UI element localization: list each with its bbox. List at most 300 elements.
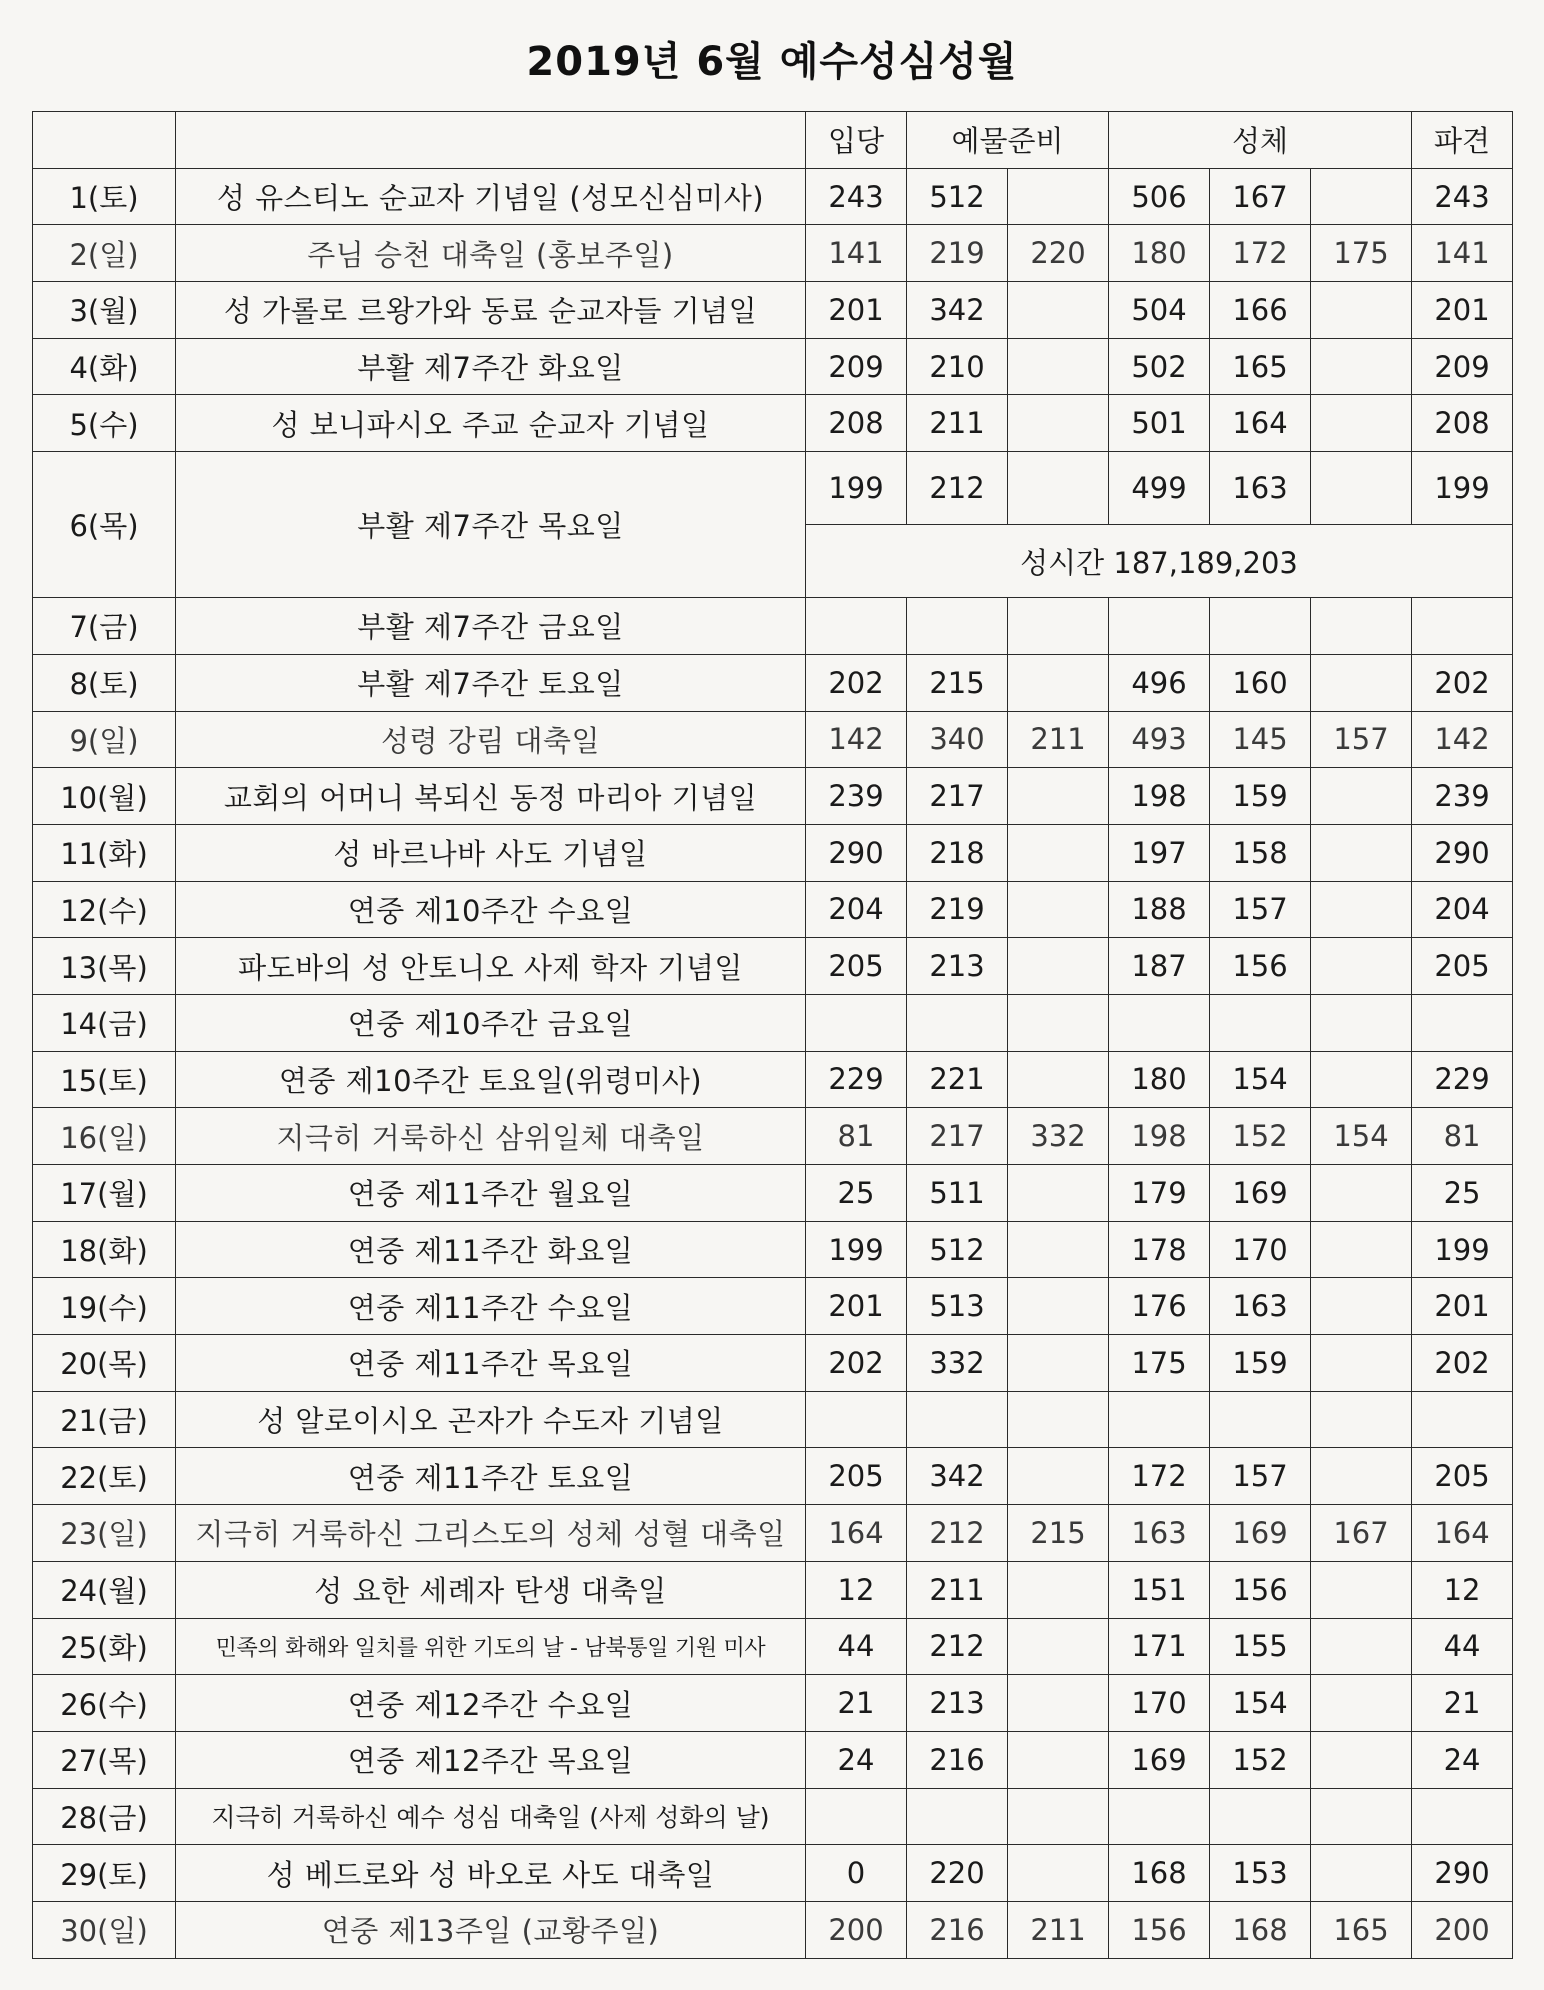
hymn-number-cell: 512 (907, 168, 1008, 225)
row-celebration-name: 민족의 화해와 일치를 위한 기도의 날 - 남북통일 기원 미사 (176, 1618, 806, 1675)
hymn-number-cell: 290 (1412, 824, 1513, 881)
table-row (33, 768, 1513, 825)
hymn-number-cell: 157 (1311, 711, 1412, 768)
hymn-number-cell (1008, 1051, 1109, 1108)
hymn-number-cell: 81 (1412, 1108, 1513, 1165)
hymn-number-cell: 219 (907, 225, 1008, 282)
table-row (33, 1108, 1513, 1165)
hymn-number-cell (1311, 1788, 1412, 1845)
row-celebration-name: 성 보니파시오 주교 순교자 기념일 (176, 395, 806, 452)
table-row (33, 1618, 1513, 1675)
hymn-number-cell (1412, 598, 1513, 655)
row-date: 4(화) (33, 338, 176, 395)
table-row (33, 1051, 1513, 1108)
hymn-number-cell: 154 (1210, 1675, 1311, 1732)
row-celebration-name: 연중 제11주간 목요일 (176, 1335, 806, 1392)
hymn-number-cell: 175 (1311, 225, 1412, 282)
row-date: 3(월) (33, 282, 176, 339)
hymn-number-cell (806, 994, 907, 1051)
hymn-number-cell: 12 (806, 1561, 907, 1618)
hymn-number-cell: 201 (1412, 1278, 1513, 1335)
row-celebration-name: 지극히 거룩하신 삼위일체 대축일 (176, 1108, 806, 1165)
table-row (33, 168, 1513, 225)
hymn-number-cell (907, 598, 1008, 655)
hymn-number-cell: 198 (1109, 1108, 1210, 1165)
hymn-number-cell: 154 (1210, 1051, 1311, 1108)
hymn-number-cell: 21 (806, 1675, 907, 1732)
hymn-number-cell: 159 (1210, 768, 1311, 825)
table-row (33, 1335, 1513, 1392)
hymn-number-cell (1311, 598, 1412, 655)
hymn-number-cell: 332 (907, 1335, 1008, 1392)
hymn-number-cell: 152 (1210, 1108, 1311, 1165)
hymn-number-cell: 210 (907, 338, 1008, 395)
table-row (33, 938, 1513, 995)
table-row (33, 225, 1513, 282)
hymn-number-cell (1210, 1391, 1311, 1448)
hymn-number-cell: 212 (907, 1618, 1008, 1675)
hymn-number-cell: 24 (806, 1731, 907, 1788)
hymn-number-cell: 202 (806, 654, 907, 711)
row-date: 9(일) (33, 711, 176, 768)
hymn-number-cell (1311, 1448, 1412, 1505)
hymn-number-cell (1008, 768, 1109, 825)
hymn-number-cell: 157 (1210, 1448, 1311, 1505)
hymn-number-cell (1311, 395, 1412, 452)
hymn-number-cell: 159 (1210, 1335, 1311, 1392)
table-row (33, 282, 1513, 339)
row-date: 29(토) (33, 1845, 176, 1902)
hymn-number-cell: 202 (806, 1335, 907, 1392)
hymn-number-cell: 496 (1109, 654, 1210, 711)
hymn-number-cell (1311, 768, 1412, 825)
hymn-number-cell (1008, 168, 1109, 225)
hymn-number-cell (1008, 994, 1109, 1051)
table-row (33, 395, 1513, 452)
row-celebration-name: 교회의 어머니 복되신 동정 마리아 기념일 (176, 768, 806, 825)
hymn-number-cell: 25 (1412, 1165, 1513, 1222)
hymn-number-cell: 229 (1412, 1051, 1513, 1108)
hymn-number-cell (1311, 824, 1412, 881)
row-date: 1(토) (33, 168, 176, 225)
hymn-number-cell (1008, 938, 1109, 995)
hymn-number-cell (1311, 1335, 1412, 1392)
hymn-number-cell: 219 (907, 881, 1008, 938)
table-row (33, 598, 1513, 655)
table-row (33, 1731, 1513, 1788)
header-date-cell (33, 112, 176, 169)
table-row (33, 1901, 1513, 1958)
hymn-number-cell: 199 (806, 452, 907, 525)
hymn-number-cell: 243 (806, 168, 907, 225)
hymn-number-cell (1008, 1221, 1109, 1278)
hymn-number-cell: 205 (1412, 938, 1513, 995)
header-name-cell (176, 112, 806, 169)
hymn-number-cell: 44 (806, 1618, 907, 1675)
hymn-number-cell (1008, 1448, 1109, 1505)
hymn-number-cell: 201 (806, 282, 907, 339)
row-date: 24(월) (33, 1561, 176, 1618)
hymn-number-cell: 204 (806, 881, 907, 938)
row-date: 10(월) (33, 768, 176, 825)
hymn-number-cell: 216 (907, 1731, 1008, 1788)
hymn-number-cell (907, 994, 1008, 1051)
hymn-number-cell: 212 (907, 452, 1008, 525)
table-row (33, 654, 1513, 711)
hymn-number-cell: 158 (1210, 824, 1311, 881)
page-title: 2019년 6월 예수성심성월 (526, 39, 1018, 85)
row-celebration-name: 부활 제7주간 토요일 (176, 654, 806, 711)
hymn-number-cell: 201 (1412, 282, 1513, 339)
row-date: 8(토) (33, 654, 176, 711)
hymn-number-cell (1311, 1051, 1412, 1108)
hymn-number-cell: 217 (907, 1108, 1008, 1165)
hymn-number-cell: 213 (907, 1675, 1008, 1732)
hymn-number-cell (1311, 282, 1412, 339)
hymn-number-cell (1008, 598, 1109, 655)
hymn-number-cell: 171 (1109, 1618, 1210, 1675)
hymn-number-cell: 164 (1412, 1505, 1513, 1562)
row-celebration-name: 지극히 거룩하신 그리스도의 성체 성혈 대축일 (176, 1505, 806, 1562)
hymn-number-cell: 25 (806, 1165, 907, 1222)
hymn-number-cell: 180 (1109, 1051, 1210, 1108)
hymn-number-cell: 229 (806, 1051, 907, 1108)
hymn-number-cell: 215 (1008, 1505, 1109, 1562)
hymn-number-cell (1008, 1391, 1109, 1448)
table-row (33, 1505, 1513, 1562)
hymn-number-cell: 340 (907, 711, 1008, 768)
hymn-number-cell: 160 (1210, 654, 1311, 711)
row-celebration-name: 연중 제11주간 수요일 (176, 1278, 806, 1335)
hymn-number-cell: 493 (1109, 711, 1210, 768)
hymn-number-cell (1311, 452, 1412, 525)
hymn-number-cell: 187 (1109, 938, 1210, 995)
table-row (33, 1845, 1513, 1902)
hymn-number-cell (1311, 338, 1412, 395)
hymn-number-cell: 209 (1412, 338, 1513, 395)
row-date: 5(수) (33, 395, 176, 452)
row-celebration-name: 지극히 거룩하신 예수 성심 대축일 (사제 성화의 날) (176, 1788, 806, 1845)
hymn-number-cell (1412, 1391, 1513, 1448)
hymn-number-cell (1311, 938, 1412, 995)
row-date: 21(금) (33, 1391, 176, 1448)
hymn-number-cell: 218 (907, 824, 1008, 881)
hymn-number-cell: 166 (1210, 282, 1311, 339)
hymn-number-cell: 202 (1412, 1335, 1513, 1392)
hymn-number-cell: 504 (1109, 282, 1210, 339)
hymn-number-cell: 205 (1412, 1448, 1513, 1505)
hymn-number-cell: 198 (1109, 768, 1210, 825)
row-date: 25(화) (33, 1618, 176, 1675)
holy-hour-note: 성시간 187,189,203 (806, 525, 1513, 598)
hymn-number-cell: 512 (907, 1221, 1008, 1278)
hymn-number-cell: 170 (1109, 1675, 1210, 1732)
hymn-number-cell (1008, 1788, 1109, 1845)
hymn-number-cell (1311, 1221, 1412, 1278)
row-date: 30(일) (33, 1901, 176, 1958)
row-celebration-name: 연중 제10주간 금요일 (176, 994, 806, 1051)
hymn-number-cell: 221 (907, 1051, 1008, 1108)
hymn-number-cell: 145 (1210, 711, 1311, 768)
row-celebration-name: 연중 제10주간 토요일(위령미사) (176, 1051, 806, 1108)
hymn-number-cell (1008, 1845, 1109, 1902)
row-celebration-name: 연중 제11주간 월요일 (176, 1165, 806, 1222)
hymn-number-cell (1008, 881, 1109, 938)
hymn-number-cell: 169 (1109, 1731, 1210, 1788)
hymn-number-cell: 502 (1109, 338, 1210, 395)
hymn-number-cell: 205 (806, 938, 907, 995)
hymn-number-cell: 169 (1210, 1505, 1311, 1562)
hymn-number-cell: 332 (1008, 1108, 1109, 1165)
hymn-number-cell: 179 (1109, 1165, 1210, 1222)
hymn-number-cell: 175 (1109, 1335, 1210, 1392)
hymn-number-cell (1008, 1618, 1109, 1675)
hymn-number-cell: 501 (1109, 395, 1210, 452)
hymn-number-cell: 202 (1412, 654, 1513, 711)
hymn-number-cell (907, 1788, 1008, 1845)
hymn-number-cell (1311, 1731, 1412, 1788)
hymn-number-cell: 188 (1109, 881, 1210, 938)
hymn-number-cell: 167 (1311, 1505, 1412, 1562)
hymn-number-cell: 169 (1210, 1165, 1311, 1222)
schedule-body (33, 168, 1513, 1958)
row-date: 6(목) (33, 452, 176, 598)
hymn-number-cell (806, 1391, 907, 1448)
hymn-number-cell: 290 (806, 824, 907, 881)
header-offertory: 예물준비 (907, 112, 1109, 169)
row-date: 27(목) (33, 1731, 176, 1788)
hymn-number-cell: 499 (1109, 452, 1210, 525)
row-celebration-name: 성 요한 세례자 탄생 대축일 (176, 1561, 806, 1618)
hymn-number-cell: 151 (1109, 1561, 1210, 1618)
row-celebration-name: 부활 제7주간 금요일 (176, 598, 806, 655)
row-date: 2(일) (33, 225, 176, 282)
hymn-number-cell: 0 (806, 1845, 907, 1902)
row-celebration-name: 성 알로이시오 곤자가 수도자 기념일 (176, 1391, 806, 1448)
table-row (33, 881, 1513, 938)
hymn-number-cell: 200 (806, 1901, 907, 1958)
hymn-number-cell (1311, 1165, 1412, 1222)
row-date: 18(화) (33, 1221, 176, 1278)
hymn-number-cell: 163 (1109, 1505, 1210, 1562)
hymn-number-cell (1109, 1391, 1210, 1448)
hymn-number-cell: 180 (1109, 225, 1210, 282)
header-row (33, 112, 1513, 169)
hymn-number-cell: 216 (907, 1901, 1008, 1958)
table-row (33, 994, 1513, 1051)
row-celebration-name: 파도바의 성 안토니오 사제 학자 기념일 (176, 938, 806, 995)
hymn-number-cell: 342 (907, 282, 1008, 339)
hymn-number-cell: 156 (1210, 1561, 1311, 1618)
hymn-number-cell: 155 (1210, 1618, 1311, 1675)
header-dismissal: 파견 (1412, 112, 1513, 169)
hymn-number-cell: 220 (1008, 225, 1109, 282)
hymn-number-cell: 154 (1311, 1108, 1412, 1165)
hymn-number-cell (1008, 1731, 1109, 1788)
hymn-number-cell (1008, 452, 1109, 525)
hymn-number-cell: 141 (1412, 225, 1513, 282)
hymn-number-cell: 506 (1109, 168, 1210, 225)
hymn-number-cell: 208 (1412, 395, 1513, 452)
table-row (33, 1278, 1513, 1335)
hymn-number-cell (1008, 395, 1109, 452)
row-celebration-name: 연중 제11주간 토요일 (176, 1448, 806, 1505)
hymn-number-cell: 197 (1109, 824, 1210, 881)
table-row (33, 1788, 1513, 1845)
hymn-number-cell: 342 (907, 1448, 1008, 1505)
hymn-number-cell (1008, 1675, 1109, 1732)
hymn-number-cell: 239 (1412, 768, 1513, 825)
row-celebration-name: 부활 제7주간 목요일 (176, 452, 806, 598)
row-date: 23(일) (33, 1505, 176, 1562)
table-row (33, 1675, 1513, 1732)
table-row (33, 1391, 1513, 1448)
hymn-number-cell (1109, 1788, 1210, 1845)
row-celebration-name: 연중 제12주간 수요일 (176, 1675, 806, 1732)
hymn-number-cell: 201 (806, 1278, 907, 1335)
hymn-number-cell (1008, 282, 1109, 339)
hymn-number-cell: 164 (1210, 395, 1311, 452)
table-row (33, 1221, 1513, 1278)
row-celebration-name: 연중 제12주간 목요일 (176, 1731, 806, 1788)
hymn-number-cell (806, 1788, 907, 1845)
hymn-number-cell: 24 (1412, 1731, 1513, 1788)
hymn-number-cell (1008, 1335, 1109, 1392)
hymn-number-cell: 44 (1412, 1618, 1513, 1675)
hymn-number-cell (1210, 1788, 1311, 1845)
hymn-number-cell: 211 (907, 395, 1008, 452)
hymn-number-cell (1210, 598, 1311, 655)
hymn-number-cell (1311, 1561, 1412, 1618)
hymn-number-cell: 220 (907, 1845, 1008, 1902)
hymn-number-cell: 213 (907, 938, 1008, 995)
hymn-number-cell: 212 (907, 1505, 1008, 1562)
hymn-number-cell: 204 (1412, 881, 1513, 938)
hymn-number-cell: 165 (1311, 1901, 1412, 1958)
hymn-number-cell: 170 (1210, 1221, 1311, 1278)
row-date: 20(목) (33, 1335, 176, 1392)
hymn-number-cell (1109, 994, 1210, 1051)
hymn-number-cell: 211 (1008, 1901, 1109, 1958)
hymn-number-cell: 178 (1109, 1221, 1210, 1278)
hymn-number-cell (1311, 881, 1412, 938)
hymn-number-cell: 290 (1412, 1845, 1513, 1902)
hymn-number-cell: 165 (1210, 338, 1311, 395)
hymn-number-cell (1311, 1845, 1412, 1902)
hymn-number-cell: 164 (806, 1505, 907, 1562)
header-entrance: 입당 (806, 112, 907, 169)
hymn-number-cell (1412, 994, 1513, 1051)
header-communion: 성체 (1109, 112, 1412, 169)
row-celebration-name: 부활 제7주간 화요일 (176, 338, 806, 395)
row-date: 15(토) (33, 1051, 176, 1108)
hymn-number-cell (1109, 598, 1210, 655)
hymn-number-cell: 21 (1412, 1675, 1513, 1732)
hymn-number-cell (1311, 1675, 1412, 1732)
table-row (33, 452, 1513, 525)
row-date: 26(수) (33, 1675, 176, 1732)
hymn-number-cell: 156 (1109, 1901, 1210, 1958)
hymn-number-cell: 168 (1210, 1901, 1311, 1958)
hymn-number-cell: 176 (1109, 1278, 1210, 1335)
table-row (33, 824, 1513, 881)
hymn-number-cell: 153 (1210, 1845, 1311, 1902)
row-celebration-name: 주님 승천 대축일 (홍보주일) (176, 225, 806, 282)
row-celebration-name: 성 가롤로 르왕가와 동료 순교자들 기념일 (176, 282, 806, 339)
hymn-number-cell: 513 (907, 1278, 1008, 1335)
hymn-number-cell: 217 (907, 768, 1008, 825)
row-celebration-name: 성 바르나바 사도 기념일 (176, 824, 806, 881)
hymn-number-cell (1412, 1788, 1513, 1845)
hymn-number-cell (1008, 654, 1109, 711)
hymn-number-cell (1311, 1391, 1412, 1448)
hymn-number-cell (1008, 1278, 1109, 1335)
hymn-number-cell: 211 (1008, 711, 1109, 768)
hymn-number-cell (1008, 338, 1109, 395)
row-date: 28(금) (33, 1788, 176, 1845)
row-date: 19(수) (33, 1278, 176, 1335)
hymn-number-cell: 168 (1109, 1845, 1210, 1902)
row-date: 17(월) (33, 1165, 176, 1222)
hymn-number-cell: 200 (1412, 1901, 1513, 1958)
hymn-number-cell (1008, 1561, 1109, 1618)
row-celebration-name: 연중 제11주간 화요일 (176, 1221, 806, 1278)
table-row (33, 1165, 1513, 1222)
row-date: 11(화) (33, 824, 176, 881)
hymn-number-cell (907, 1391, 1008, 1448)
row-celebration-name: 성령 강림 대축일 (176, 711, 806, 768)
hymn-number-cell (1311, 1618, 1412, 1675)
hymn-number-cell: 239 (806, 768, 907, 825)
hymn-number-cell: 172 (1109, 1448, 1210, 1505)
row-date: 22(토) (33, 1448, 176, 1505)
hymn-number-cell: 199 (806, 1221, 907, 1278)
hymn-number-cell: 142 (1412, 711, 1513, 768)
row-date: 12(수) (33, 881, 176, 938)
row-date: 13(목) (33, 938, 176, 995)
hymn-number-cell (1008, 824, 1109, 881)
hymn-number-cell (806, 598, 907, 655)
hymn-number-cell: 12 (1412, 1561, 1513, 1618)
hymn-number-cell: 81 (806, 1108, 907, 1165)
row-date: 14(금) (33, 994, 176, 1051)
hymn-number-cell: 208 (806, 395, 907, 452)
hymn-number-cell: 199 (1412, 452, 1513, 525)
hymn-number-cell: 199 (1412, 1221, 1513, 1278)
hymn-number-cell: 205 (806, 1448, 907, 1505)
row-celebration-name: 성 유스티노 순교자 기념일 (성모신심미사) (176, 168, 806, 225)
row-celebration-name: 성 베드로와 성 바오로 사도 대축일 (176, 1845, 806, 1902)
hymn-schedule-table (32, 111, 1513, 1959)
hymn-number-cell (1311, 994, 1412, 1051)
hymn-number-cell: 163 (1210, 452, 1311, 525)
hymn-number-cell: 157 (1210, 881, 1311, 938)
hymn-number-cell: 141 (806, 225, 907, 282)
hymn-number-cell (1008, 1165, 1109, 1222)
table-row (33, 1561, 1513, 1618)
table-row (33, 338, 1513, 395)
hymn-number-cell: 167 (1210, 168, 1311, 225)
row-celebration-name: 연중 제13주일 (교황주일) (176, 1901, 806, 1958)
hymn-number-cell (1311, 168, 1412, 225)
hymn-number-cell: 142 (806, 711, 907, 768)
hymn-number-cell: 163 (1210, 1278, 1311, 1335)
row-date: 16(일) (33, 1108, 176, 1165)
table-row (33, 711, 1513, 768)
hymn-number-cell (1210, 994, 1311, 1051)
hymn-number-cell: 156 (1210, 938, 1311, 995)
hymn-number-cell: 152 (1210, 1731, 1311, 1788)
